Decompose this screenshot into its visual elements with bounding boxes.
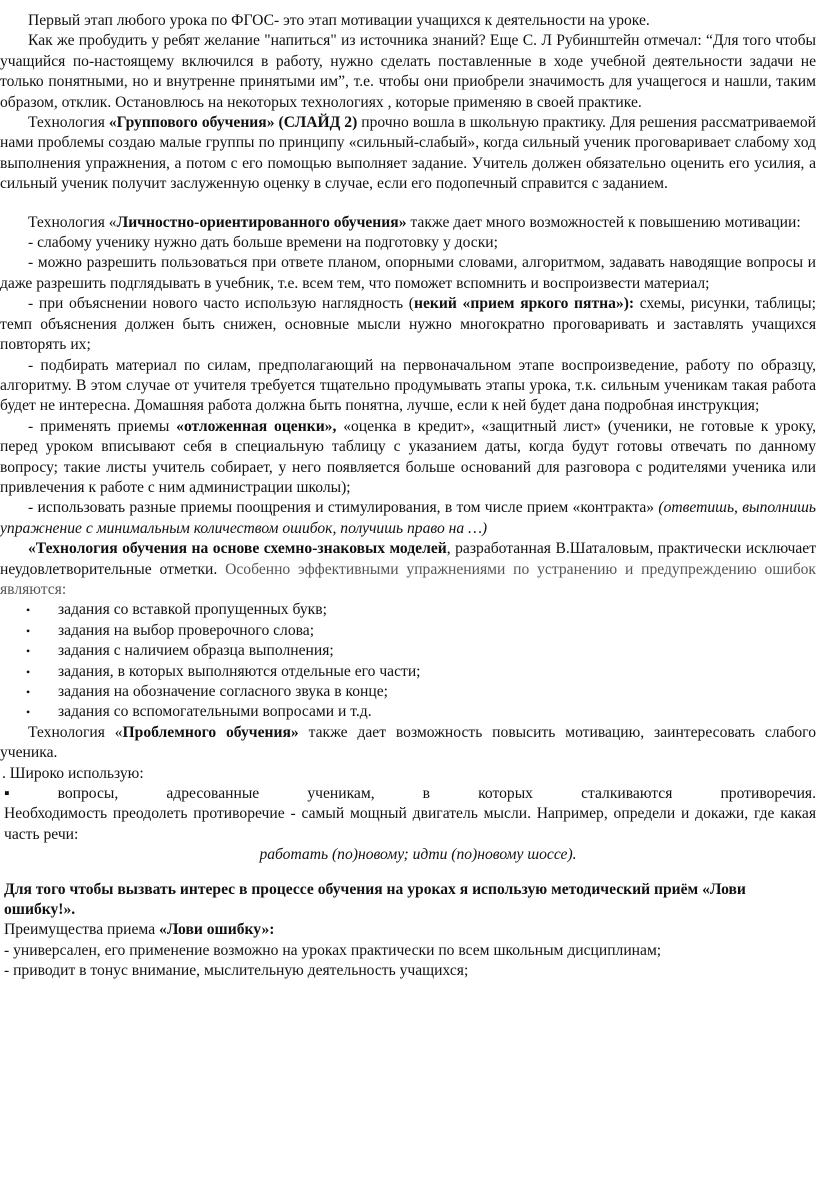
list-item: - можно разрешить пользоваться при ответе планом, опорными словами, алгоритмом, задавать наводящие вопросы и даже разрешить подглядывать в учебник, т.е. всем тем, что поможет вспомнить и воспроизвести материал; xyxy=(0,254,816,292)
spacer xyxy=(0,195,816,213)
bullet-icon: • xyxy=(26,644,31,659)
paragraph-intro: Первый этап любого урока по ФГОС- это этап мотивации учащихся к деятельности на уроке. xyxy=(28,12,650,29)
paragraph-schematic-models: «Технология обучения на основе схемно-знаковых моделей, разработанная В.Шаталовым, практически исключает неудовлетворительные отметки. Особенно эффективными упражнениями по устранению и предупреждению ошибок являются: xyxy=(0,540,816,598)
paragraph-contradiction: Необходимость преодолеть противоречие - самый мощный двигатель мысли. Например, определи и докажи, где какая часть речи: xyxy=(4,805,816,843)
bullet-icon: • xyxy=(26,664,31,679)
paragraph-problem-learning: Технология «Проблемного обучения» также дает возможность повысить мотивацию, заинтересовать слабого ученика. xyxy=(0,723,816,762)
list-item: - приводит в тонус внимание, мыслительную деятельность учащихся; xyxy=(4,962,469,980)
list-item: • задания, в которых выполняются отдельные его части; xyxy=(26,662,816,682)
example-line: работать (по)новому; идти (по)новому шоссе). xyxy=(259,846,577,864)
list-item: - универсален, его применение возможно на уроках практически по всем школьным дисциплинам; xyxy=(4,941,662,959)
list-item: • задания на обозначение согласного звука в конце; xyxy=(26,682,816,702)
list-item: • задания на выбор проверочного слова; xyxy=(26,621,816,641)
bullet-icon: • xyxy=(26,603,31,618)
paragraph-rubinstein: Как же пробудить у ребят желание "напиться" из источника знаний? Еще С. Л Рубинштейн отмечал: “Для того чтобы учащийся по-настоящему включился в работу, нужно сделать поставленные в ходе учебной деятельности задачи не только понятными, но и внутренне принятыми им”, т.е. чтобы они приобрели значимость для учащегося и нашли, таким образом, отклик. Остановлюсь на некоторых технологиях , которые применяю в своей практике. xyxy=(0,32,816,111)
exercise-list xyxy=(0,600,816,722)
list-item: - использовать разные приемы поощрения и стимулирования, в том числе прием «контракта» (ответишь, выполнишь упражнение с минимальным количеством ошибок, получишь право на …) xyxy=(0,499,816,537)
paragraph-personal-learning: Технология «Личностно-ориентированного обучения» также дает много возможностей к повышению мотивации: xyxy=(28,213,801,231)
list-item: - подбирать материал по силам, предполагающий на первоначальном этапе воспроизведение, работу по образцу, алгоритму. В этом случае от учителя требуется тщательно продумывать этапы урока, т.к. сильным ученикам такая работа будет не интересна. Домашняя работа должна быть понятна, лучше, если к ней будет дана подробная инструкция; xyxy=(0,356,816,415)
list-item: • задания с наличием образца выполнения; xyxy=(26,641,816,661)
paragraph-group-learning: Технология «Группового обучения» (СЛАЙД 2) прочно вошла в школьную практику. Для решения рассматриваемой нами проблемы создаю малые группы по принципу «сильный-слабый», когда сильный ученик проговаривает слабому ход выполнения упражнения, а потом с его помощью выполняет задание. Учитель должен обязательно оценить его усилия, а сильный ученик получит заслуженную оценку в случае, если его подопечный справится с заданием. xyxy=(0,114,816,193)
list-item: - применять приемы «отложенная оценки», «оценка в кредит», «защитный лист» (ученики, не готовые к уроку, перед уроком вписывают себя в специальную таблицу с указанием даты, когда будут готовы отвечать по данному вопросу; такие листы учитель собирает, у него появляется больше оснований для разговора с родителями ученика или привлечения к работе с ним администрации школы); xyxy=(0,417,816,496)
list-item: • задания со вспомогательными вопросами и т.д. xyxy=(26,702,816,722)
spacer xyxy=(0,866,816,880)
questions-line: ▪ вопросы, адресованные ученикам, в которых сталкиваются противоречия. xyxy=(0,784,816,804)
paragraph-use: . Широко использую: xyxy=(2,764,144,782)
paragraph-catch-error: Для того чтобы вызвать интерес в процессе обучения на уроках я использую методический приём «Лови ошибку!». xyxy=(4,880,746,919)
paragraph-advantages: Преимущества приема «Лови ошибку»: xyxy=(4,921,275,939)
bullet-icon: • xyxy=(26,705,31,720)
square-bullet-icon: ▪ xyxy=(4,785,10,803)
bullet-icon: • xyxy=(26,623,31,638)
list-item: - слабому ученику нужно дать больше времени на подготовку у доски; xyxy=(28,234,498,252)
bullet-icon: • xyxy=(26,685,31,699)
list-item: - при объяснении нового часто использую наглядность (некий «прием яркого пятна»): схемы, рисунки, таблицы; темп объяснения должен быть снижен, основные мысли нужно многократно проговаривать и заставлять учащихся повторять их; xyxy=(0,295,816,354)
list-item: • задания со вставкой пропущенных букв; xyxy=(26,600,816,620)
